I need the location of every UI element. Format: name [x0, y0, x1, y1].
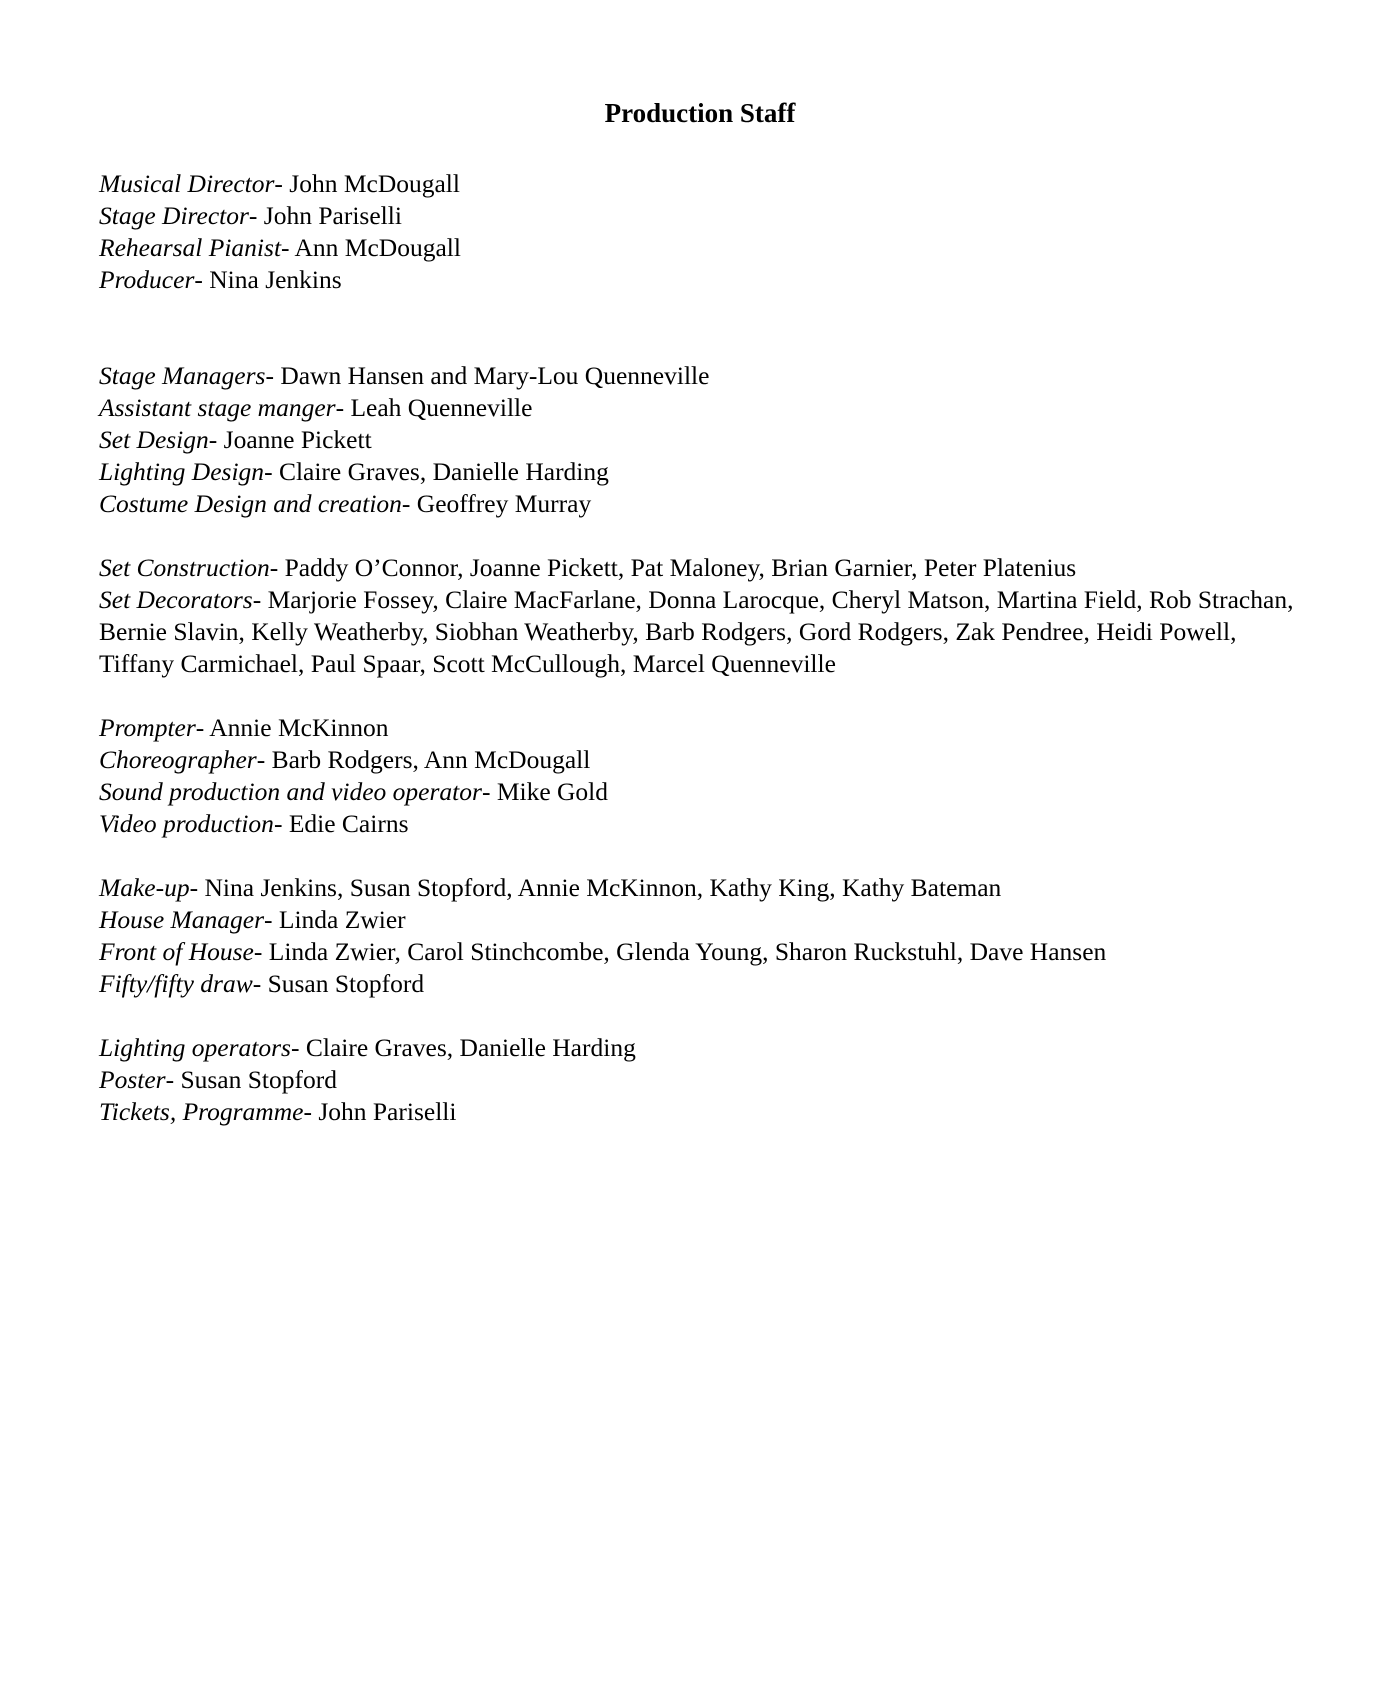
staff-names: Susan Stopford [267, 969, 425, 998]
staff-role: Stage Managers [99, 361, 266, 390]
staff-role: Set Design [99, 425, 209, 454]
staff-names: Marjorie Fossey, Claire MacFarlane, Donna Larocque, Cheryl Matson, Martina Field, Rob Strachan, Bernie Slavin, Kelly Weatherby, Siobhan Weatherby, Barb Rodgers, Gord Rodgers, Zak Pendree, Heidi Powell, Tiffany Carmichael, Paul Spaar, Scott McCullough, Marcel Quenneville [99, 585, 1294, 678]
staff-role: Tickets, Programme [99, 1097, 304, 1126]
staff-entry: Front of House- Linda Zwier, Carol Stinchcombe, Glenda Young, Sharon Ruckstuhl, Dave Hansen [99, 937, 1107, 966]
staff-names: Claire Graves, Danielle Harding [278, 457, 609, 486]
staff-role: Front of House [99, 937, 254, 966]
staff-entry: Poster- Susan Stopford [99, 1065, 338, 1094]
staff-entry: Set Decorators- Marjorie Fossey, Claire MacFarlane, Donna Larocque, Cheryl Matson, Martina Field, Rob Strachan, Bernie Slavin, Kelly Weatherby, Siobhan Weatherby, Barb Rodgers, Gord Rodgers, Zak Pendree, Heidi Powell, Tiffany Carmichael, Paul Spaar, Scott McCullough, Marcel Quenneville [99, 585, 1294, 678]
staff-group-operations [99, 1032, 1309, 1128]
staff-entry: Rehearsal Pianist- Ann McDougall [99, 233, 461, 262]
staff-names: Mike Gold [496, 777, 609, 806]
staff-names: Ann McDougall [294, 233, 461, 262]
staff-entry: Make-up- Nina Jenkins, Susan Stopford, Annie McKinnon, Kathy King, Kathy Bateman [99, 873, 1002, 902]
staff-role: Rehearsal Pianist [99, 233, 282, 262]
staff-names: Paddy O’Connor, Joanne Pickett, Pat Maloney, Brian Garnier, Peter Platenius [284, 553, 1077, 582]
staff-entry: Lighting operators- Claire Graves, Danielle Harding [99, 1033, 636, 1062]
staff-names: Claire Graves, Danielle Harding [305, 1033, 636, 1062]
staff-names: Leah Quenneville [350, 393, 533, 422]
staff-entry: Stage Managers- Dawn Hansen and Mary-Lou Quenneville [99, 361, 710, 390]
staff-role: Sound production and video operator [99, 777, 482, 806]
staff-entry: Tickets, Programme- John Pariselli [99, 1097, 457, 1126]
staff-names: John Pariselli [318, 1097, 457, 1126]
staff-entry: Sound production and video operator- Mike Gold [99, 777, 609, 806]
staff-names: John Pariselli [263, 201, 402, 230]
staff-names: Linda Zwier [278, 905, 406, 934]
staff-role: Stage Director [99, 201, 249, 230]
staff-group-stage [99, 360, 1309, 520]
staff-names: Barb Rodgers, Ann McDougall [271, 745, 591, 774]
staff-entry: Assistant stage manger- Leah Quenneville [99, 393, 533, 422]
staff-names: Joanne Pickett [223, 425, 372, 454]
staff-role: Lighting Design [99, 457, 265, 486]
staff-role: Set Construction [99, 553, 270, 582]
staff-role: Make-up [99, 873, 190, 902]
staff-entry: Producer- Nina Jenkins [99, 265, 342, 294]
staff-role: Assistant stage manger [99, 393, 336, 422]
staff-entry: Costume Design and creation- Geoffrey Murray [99, 489, 592, 518]
page-title: Production Staff [604, 98, 796, 128]
staff-role: Choreographer [99, 745, 257, 774]
staff-role: Lighting operators [99, 1033, 291, 1062]
staff-role: Costume Design and creation [99, 489, 402, 518]
staff-entry: Prompter- Annie McKinnon [99, 713, 389, 742]
staff-entry: Set Design- Joanne Pickett [99, 425, 372, 454]
staff-entry: Musical Director- John McDougall [99, 169, 460, 198]
staff-entry: Choreographer- Barb Rodgers, Ann McDougall [99, 745, 591, 774]
staff-group-direction [99, 168, 1309, 296]
staff-role: Poster [99, 1065, 166, 1094]
staff-entry: Stage Director- John Pariselli [99, 201, 402, 230]
staff-role: Fifty/fifty draw [99, 969, 253, 998]
staff-group-set [99, 552, 1309, 680]
staff-entry: Set Construction- Paddy O’Connor, Joanne Pickett, Pat Maloney, Brian Garnier, Peter Platenius [99, 553, 1077, 582]
staff-entry: Video production- Edie Cairns [99, 809, 409, 838]
staff-entry: Fifty/fifty draw- Susan Stopford [99, 969, 425, 998]
staff-names: John McDougall [289, 169, 460, 198]
staff-role: Producer [99, 265, 195, 294]
staff-role: Prompter [99, 713, 196, 742]
staff-names: Geoffrey Murray [416, 489, 592, 518]
staff-names: Nina Jenkins [209, 265, 342, 294]
staff-names: Edie Cairns [288, 809, 409, 838]
staff-role: House Manager [99, 905, 265, 934]
staff-role: Video production [99, 809, 274, 838]
staff-group-performance [99, 712, 1309, 840]
staff-names: Dawn Hansen and Mary-Lou Quenneville [280, 361, 710, 390]
staff-role: Set Decorators [99, 585, 253, 614]
staff-entry: House Manager- Linda Zwier [99, 905, 406, 934]
staff-names: Nina Jenkins, Susan Stopford, Annie McKinnon, Kathy King, Kathy Bateman [204, 873, 1002, 902]
staff-names: Annie McKinnon [209, 713, 389, 742]
staff-names: Susan Stopford [180, 1065, 338, 1094]
staff-group-house [99, 872, 1309, 1000]
staff-names: Linda Zwier, Carol Stinchcombe, Glenda Young, Sharon Ruckstuhl, Dave Hansen [268, 937, 1107, 966]
staff-role: Musical Director [99, 169, 275, 198]
staff-entry: Lighting Design- Claire Graves, Danielle Harding [99, 457, 609, 486]
staff-list [99, 168, 1309, 1128]
